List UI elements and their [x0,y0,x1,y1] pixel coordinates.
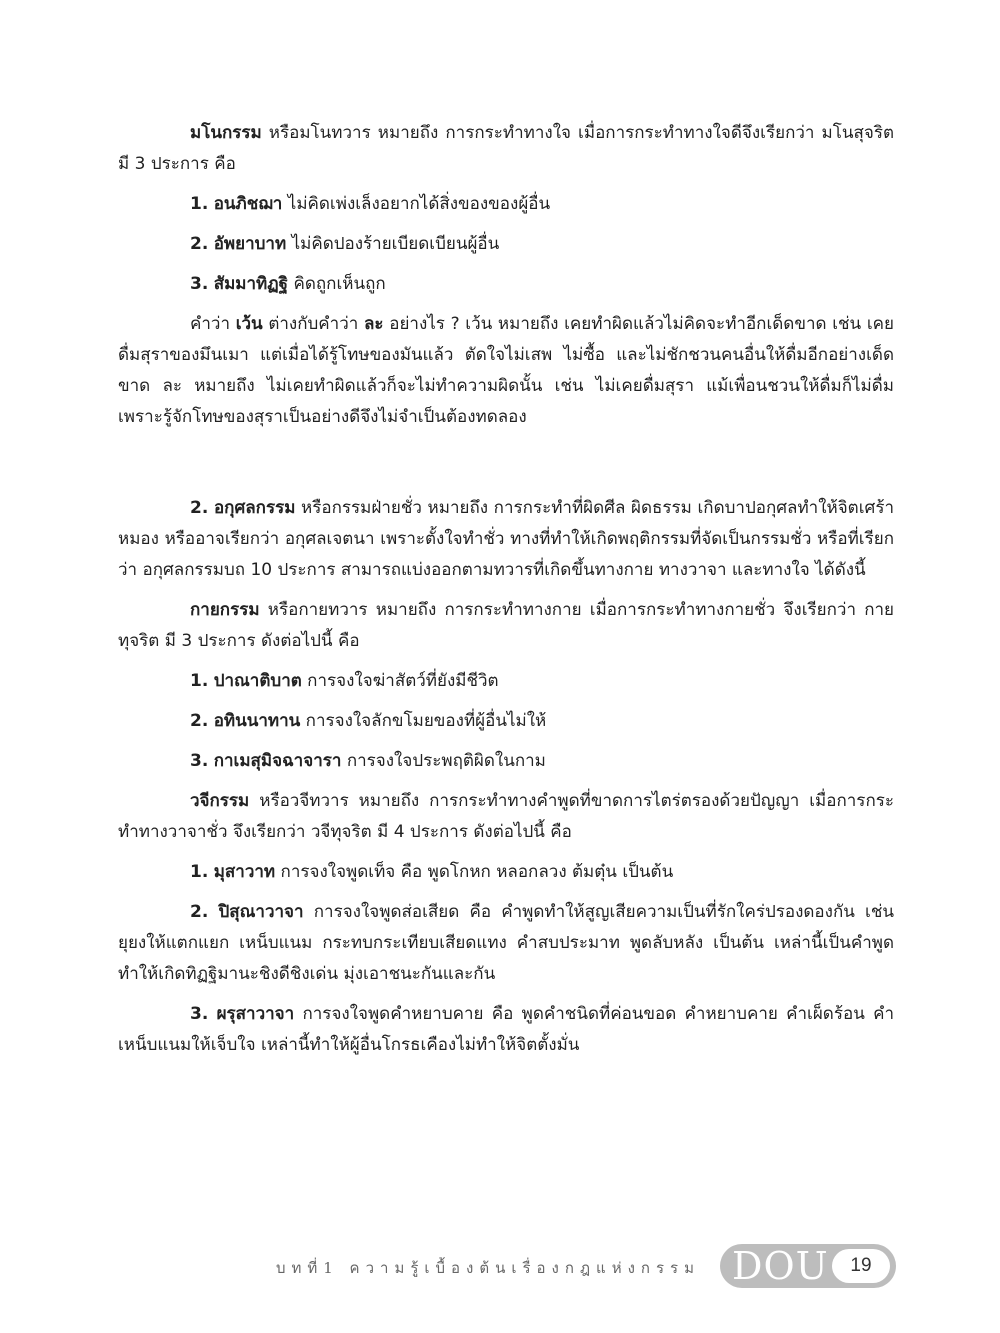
list-item: 2. อทินนาทาน การจงใจลักขโมยของที่ผู้อื่นไม่ให้ [190,711,547,731]
list-item: 2. อัพยาบาท ไม่คิดปองร้ายเบียดเบียนผู้อื่น [190,234,500,254]
manokamma-intro: มโนกรรม หรือมโนทวาร หมายถึง การกระทำทางใจ เมื่อการกระทำทางใจดีจึงเรียกว่า มโนสุจริต มี 3 ประการ คือ [118,123,894,174]
list-item: 3. ผรุสาวาจา การจงใจพูดคำหยาบคาย คือ พูดคำชนิดที่ค่อนขอด คำหยาบคาย คำเผ็ดร้อน คำเหน็บแนมให้เจ็บใจ เหล่านี้ทำให้ผู้อื่นโกรธเคืองไม่ทำให้จิตตั้งมั่น [118,1004,894,1055]
page-body [118,118,894,1061]
list-item: 3. กาเมสุมิจฉาจารา การจงใจประพฤติผิดในกาม [190,751,546,771]
page-number: 19 [832,1249,890,1283]
list-item: 1. ปาณาติบาต การจงใจฆ่าสัตว์ที่ยังมีชีวิต [190,671,499,691]
term: มโนกรรม [190,123,262,143]
akusala-heading-paragraph: 2. อกุศลกรรม หรือกรรมฝ่ายชั่ว หมายถึง การกระทำที่ผิดศีล ผิดธรรม เกิดบาปอกุศลทำให้จิตเศร้าหมอง หรืออาจเรียกว่า อกุศลเจตนา เพราะตั้งใจทำชั่ว ทางที่ทำให้เกิดพฤติกรรมที่จัดเป็นกรรมชั่ว หรือที่เรียกว่า อกุศลกรรมบถ 10 ประการ สามารถแบ่งออกตามทวารที่เกิดขึ้นทางกาย ทางวาจา และทางใจ ได้ดังนี้ [118,498,895,580]
page-footer [0,1240,1000,1290]
list-item: 1. มุสาวาท การจงใจพูดเท็จ คือ พูดโกหก หลอกลวง ต้มตุ๋น เป็นต้น [190,862,674,882]
kayakamma-paragraph: กายกรรม หรือกายทวาร หมายถึง การกระทำทางกาย เมื่อการกระทำทางกายชั่ว จึงเรียกว่า กายทุจริต มี 3 ประการ ดังต่อไปนี้ คือ [118,600,894,651]
page-badge [720,1244,896,1288]
note-paragraph: คำว่า เว้น ต่างกับคำว่า ละ อย่างไร ? เว้น หมายถึง เคยทำผิดแล้วไม่คิดจะทำอีกเด็ดขาด เช่น เคยดื่มสุราของมึนเมา แต่เมื่อได้รู้โทษของมันแล้ว ตัดใจไม่เสพ ไม่ซื้อ และไม่ชักชวนคนอื่นให้ดื่มอีกอย่างเด็ดขาด ละ หมายถึง ไม่เคยทำผิดแล้วก็จะไม่ทำความผิดนั้น เช่น ไม่เคยดื่มสุรา แม้เพื่อนชวนให้ดื่มก็ไม่ดื่ม เพราะรู้จักโทษของสุราเป็นอย่างดีจึงไม่จำเป็นต้องทดลอง [118,314,894,427]
list-item: 1. อนภิชฌา ไม่คิดเพ่งเล็งอยากได้สิ่งของของผู้อื่น [190,194,551,214]
list-item: 2. ปิสุณาวาจา การจงใจพูดส่อเสียด คือ คำพูดทำให้สูญเสียความเป็นที่รักใคร่ปรองดองกัน เช่น ยุยงให้แตกแยก เหน็บแนม กระทบกระเทียบเสียดแทง คำสบประมาท พูดลับหลัง เป็นต้น เหล่านี้เป็นคำพูดทำให้เกิดทิฏฐิมานะชิงดีชิงเด่น มุ่งเอาชนะกันและกัน [118,902,895,984]
dou-logo: DOU [732,1244,829,1288]
list-item: 3. สัมมาทิฏฐิ คิดถูกเห็นถูก [190,274,386,294]
vacikamma-paragraph: วจีกรรม หรือวจีทวาร หมายถึง การกระทำทางคำพูดที่ขาดการไตร่ตรองด้วยปัญญา เมื่อการกระทำทางวาจาชั่ว จึงเรียกว่า วจีทุจริต มี 4 ประการ ดังต่อไปนี้ คือ [118,791,894,842]
chapter-title: บทที่1 ความรู้เบื้องต้นเรื่องกฎแห่งกรรม [275,1259,700,1277]
